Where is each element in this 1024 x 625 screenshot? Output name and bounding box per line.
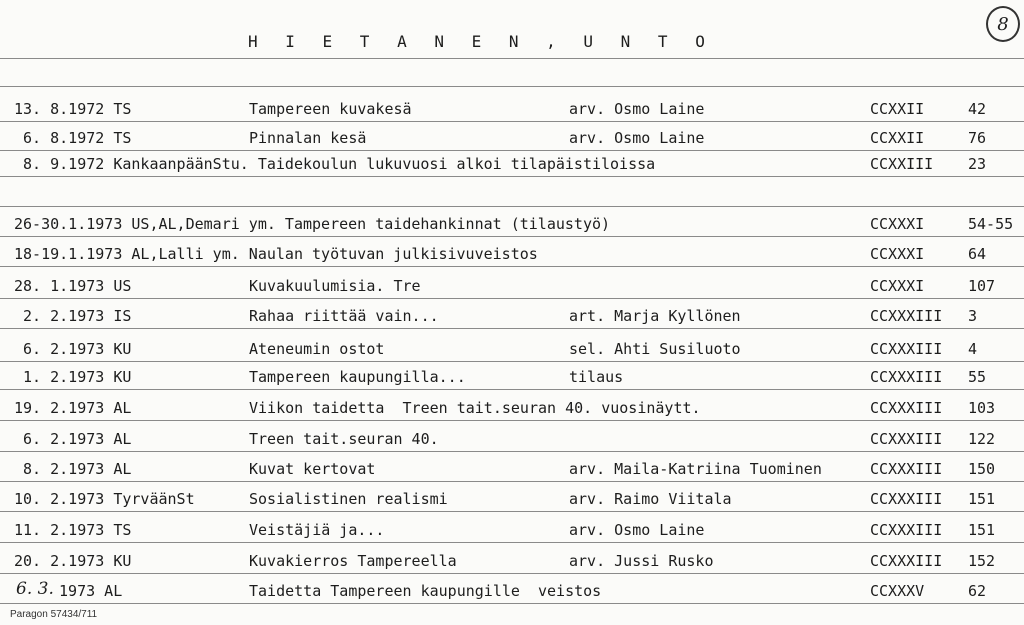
entry-title: Viikon taidetta Treen tait.seuran 40. vuosinäytt. bbox=[249, 399, 701, 417]
entry-row bbox=[0, 148, 1024, 179]
rule bbox=[0, 86, 1024, 87]
row-rule bbox=[0, 298, 1024, 299]
entry-page: 55 bbox=[968, 368, 987, 386]
entry-page: 62 bbox=[968, 582, 987, 600]
entry-volume: CCXXXI bbox=[870, 245, 925, 263]
entry-date: 28. 1.1973 US bbox=[14, 277, 132, 295]
entry-date: 2. 2.1973 IS bbox=[14, 307, 132, 325]
entry-volume: CCXXXI bbox=[870, 277, 925, 295]
entry-page: 76 bbox=[968, 129, 987, 147]
entry-date: 6. 2.1973 AL bbox=[14, 430, 132, 448]
entry-date: 10. 2.1973 TyrväänSt bbox=[14, 490, 195, 508]
printer-mark: Paragon 57434/711 bbox=[10, 609, 98, 620]
entry-row bbox=[0, 514, 1024, 545]
row-rule bbox=[0, 511, 1024, 512]
entry-page: 54-55 bbox=[968, 215, 1014, 233]
entry-date: 1973 AL bbox=[50, 582, 123, 600]
row-rule bbox=[0, 389, 1024, 390]
entry-row bbox=[0, 333, 1024, 364]
entry-page: 151 bbox=[968, 490, 996, 508]
entry-page: 152 bbox=[968, 552, 996, 570]
entry-page: 23 bbox=[968, 155, 987, 173]
handwritten-date: 6. 3. bbox=[16, 579, 54, 599]
entry-row bbox=[0, 392, 1024, 423]
entry-author: arv. Jussi Rusko bbox=[569, 552, 714, 570]
entry-volume: CCXXXIII bbox=[870, 490, 943, 508]
entry-page: 42 bbox=[968, 100, 987, 118]
entry-title: Veistäjiä ja... bbox=[249, 521, 385, 539]
entry-date: 11. 2.1973 TS bbox=[14, 521, 132, 539]
row-rule bbox=[0, 266, 1024, 267]
entry-volume: CCXXIII bbox=[870, 155, 934, 173]
entry-title: Kuvat kertovat bbox=[249, 460, 376, 478]
entry-title: Sosialistinen realismi bbox=[249, 490, 448, 508]
entry-volume: CCXXXIII bbox=[870, 399, 943, 417]
entry-volume: CCXXXIII bbox=[870, 307, 943, 325]
row-rule bbox=[0, 542, 1024, 543]
entry-row bbox=[0, 423, 1024, 454]
entry-date: 19. 2.1973 AL bbox=[14, 399, 132, 417]
entry-date: 6. 2.1973 KU bbox=[14, 340, 132, 358]
row-rule bbox=[0, 603, 1024, 604]
entry-title: Kuvakierros Tampereella bbox=[249, 552, 457, 570]
entry-date: 13. 8.1972 TS bbox=[14, 100, 132, 118]
entry-page: 3 bbox=[968, 307, 978, 325]
row-rule bbox=[0, 481, 1024, 482]
card-title: H I E T A N E N , U N T O bbox=[248, 32, 714, 51]
entry-page: 107 bbox=[968, 277, 996, 295]
entry-author: arv. Osmo Laine bbox=[569, 129, 705, 147]
entry-title: Tampereen kuvakesä bbox=[249, 100, 412, 118]
entry-row bbox=[0, 208, 1024, 239]
entry-date: 18-19.1.1973 AL,Lalli ym. Naulan työtuvan julkisivuveistos bbox=[14, 245, 538, 263]
entry-page: 150 bbox=[968, 460, 996, 478]
entry-date: 8. 9.1972 KankaanpäänStu. Taidekoulun lukuvuosi alkoi tilapäistiloissa bbox=[14, 155, 656, 173]
entry-volume: CCXXXIII bbox=[870, 430, 943, 448]
entry-title: Rahaa riittää vain... bbox=[249, 307, 439, 325]
entry-row bbox=[0, 575, 1024, 606]
entry-author: arv. Maila-Katriina Tuominen bbox=[569, 460, 822, 478]
entry-volume: CCXXII bbox=[870, 100, 925, 118]
entry-volume: CCXXXIII bbox=[870, 340, 943, 358]
entry-author: arv. Osmo Laine bbox=[569, 100, 705, 118]
entry-date: 8. 2.1973 AL bbox=[14, 460, 132, 478]
row-rule bbox=[0, 236, 1024, 237]
entry-row bbox=[0, 238, 1024, 269]
entry-row bbox=[0, 361, 1024, 392]
entry-date: 20. 2.1973 KU bbox=[14, 552, 132, 570]
entry-author: arv. Osmo Laine bbox=[569, 521, 705, 539]
entry-volume: CCXXXIII bbox=[870, 460, 943, 478]
entry-row bbox=[0, 453, 1024, 484]
entry-title: Treen tait.seuran 40. bbox=[249, 430, 439, 448]
entry-title: Tampereen kaupungilla... bbox=[249, 368, 466, 386]
entry-title: Pinnalan kesä bbox=[249, 129, 367, 147]
entry-page: 151 bbox=[968, 521, 996, 539]
entry-date: 6. 8.1972 TS bbox=[14, 129, 132, 147]
entry-author: sel. Ahti Susiluoto bbox=[569, 340, 741, 358]
row-rule bbox=[0, 573, 1024, 574]
entry-volume: CCXXXI bbox=[870, 215, 925, 233]
entry-author: arv. Raimo Viitala bbox=[569, 490, 732, 508]
entry-page: 64 bbox=[968, 245, 987, 263]
entry-row bbox=[0, 300, 1024, 331]
gap-rule bbox=[0, 206, 1024, 207]
entry-author: tilaus bbox=[569, 368, 624, 386]
header-rule bbox=[0, 58, 1024, 59]
entry-row bbox=[0, 270, 1024, 301]
entry-volume: CCXXXIII bbox=[870, 368, 943, 386]
row-rule bbox=[0, 420, 1024, 421]
entry-volume: CCXXXIII bbox=[870, 552, 943, 570]
entry-date: 26-30.1.1973 US,AL,Demari ym. Tampereen taidehankinnat (tilaustyö) bbox=[14, 215, 611, 233]
page-number: 8 bbox=[997, 13, 1009, 35]
entry-page: 4 bbox=[968, 340, 978, 358]
row-rule bbox=[0, 176, 1024, 177]
entry-row bbox=[0, 93, 1024, 124]
entry-title: Kuvakuulumisia. Tre bbox=[249, 277, 421, 295]
entry-row bbox=[0, 545, 1024, 576]
entry-title: Taidetta Tampereen kaupungille veistos bbox=[249, 582, 602, 600]
row-rule bbox=[0, 328, 1024, 329]
entry-author: art. Marja Kyllönen bbox=[569, 307, 741, 325]
entry-page: 122 bbox=[968, 430, 996, 448]
row-rule bbox=[0, 451, 1024, 452]
entry-volume: CCXXXV bbox=[870, 582, 925, 600]
entry-title: Ateneumin ostot bbox=[249, 340, 385, 358]
entry-volume: CCXXII bbox=[870, 129, 925, 147]
entry-row bbox=[0, 483, 1024, 514]
entry-volume: CCXXXIII bbox=[870, 521, 943, 539]
page-number-circle bbox=[986, 6, 1020, 42]
entry-date: 1. 2.1973 KU bbox=[14, 368, 132, 386]
entry-page: 103 bbox=[968, 399, 996, 417]
